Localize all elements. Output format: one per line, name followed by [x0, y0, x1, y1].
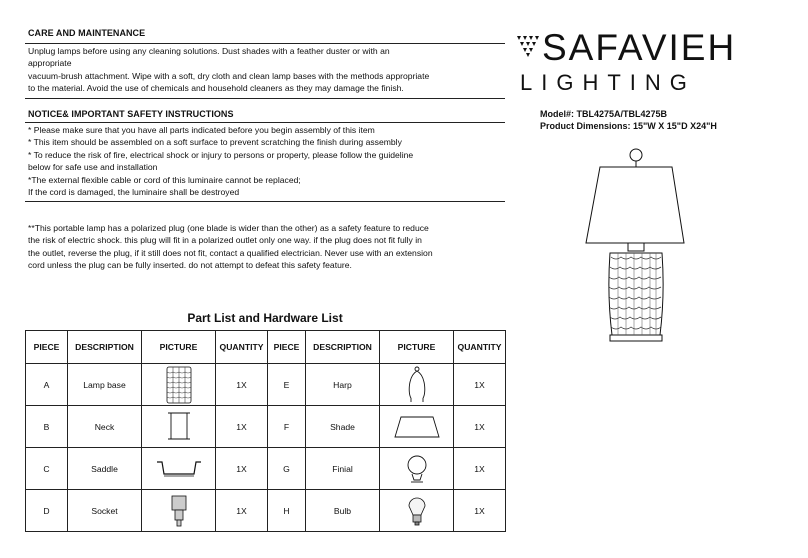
header-picture: PICTURE — [380, 331, 454, 364]
lamp-base-icon — [165, 366, 193, 404]
table-row — [26, 406, 506, 448]
parts-table — [25, 330, 506, 532]
description-cell: Bulb — [306, 490, 380, 532]
bulb-icon — [406, 495, 428, 527]
quantity-cell: 1X — [454, 364, 506, 406]
brand-logo-icon — [515, 34, 539, 58]
care-bottom-divider — [25, 98, 505, 99]
header-piece: PIECE — [26, 331, 68, 364]
shade-icon — [393, 414, 441, 440]
table-header-row — [26, 331, 506, 364]
piece-cell: A — [26, 364, 68, 406]
description-cell: Saddle — [68, 448, 142, 490]
piece-cell: F — [268, 406, 306, 448]
lamp-illustration — [580, 145, 690, 355]
table-row — [26, 364, 506, 406]
piece-cell: B — [26, 406, 68, 448]
picture-cell — [380, 490, 454, 532]
description-cell: Neck — [68, 406, 142, 448]
harp-icon — [405, 366, 429, 404]
quantity-cell: 1X — [454, 406, 506, 448]
plug-notice: **This portable lamp has a polarized plug (one blade is wider than the other) as a safety feature to reduce the risk of electric shock. this plug will fit in a polarized outlet only one way. if the plug does not fit fully in the outlet, reverse the plug, if it still does not fit, contact a qualified electrician. Never use with an extension cord unless the plug can be fully inserted. do not attempt to defeat this safety feature. — [28, 223, 433, 271]
picture-cell — [142, 364, 216, 406]
safety-divider — [25, 122, 505, 123]
brand-name: SAFAVIEH — [542, 27, 737, 68]
product-dimensions: Product Dimensions: 15"W X 15"D X24"H — [540, 121, 717, 131]
description-cell: Shade — [306, 406, 380, 448]
quantity-cell: 1X — [216, 448, 268, 490]
table-row — [26, 490, 506, 532]
picture-cell — [142, 490, 216, 532]
piece-cell: D — [26, 490, 68, 532]
picture-cell — [380, 364, 454, 406]
header-description: DESCRIPTION — [68, 331, 142, 364]
socket-icon — [168, 494, 190, 528]
header-description: DESCRIPTION — [306, 331, 380, 364]
quantity-cell: 1X — [454, 490, 506, 532]
parts-title: Part List and Hardware List — [187, 311, 343, 325]
header-picture: PICTURE — [142, 331, 216, 364]
picture-cell — [380, 406, 454, 448]
finial-icon — [405, 453, 429, 485]
piece-cell: H — [268, 490, 306, 532]
saddle-icon — [154, 456, 204, 482]
table-row — [26, 448, 506, 490]
piece-cell: C — [26, 448, 68, 490]
piece-cell: G — [268, 448, 306, 490]
quantity-cell: 1X — [216, 490, 268, 532]
description-cell: Socket — [68, 490, 142, 532]
safety-heading: NOTICE& IMPORTANT SAFETY INSTRUCTIONS — [28, 109, 234, 119]
description-cell: Finial — [306, 448, 380, 490]
quantity-cell: 1X — [216, 406, 268, 448]
safety-bottom-divider — [25, 201, 505, 202]
care-heading: CARE AND MAINTENANCE — [28, 28, 146, 38]
picture-cell — [380, 448, 454, 490]
quantity-cell: 1X — [216, 364, 268, 406]
header-piece: PIECE — [268, 331, 306, 364]
neck-icon — [164, 411, 194, 443]
care-body: Unplug lamps before using any cleaning solutions. Dust shades with a feather duster or with an appropriate vacuum-brush attachment. Wipe with a soft, dry cloth and clean lamp bases with the methods appropriate to the material. Avoid the use of chemicals and household cleaners as they may damage the finish. — [28, 46, 430, 94]
quantity-cell: 1X — [454, 448, 506, 490]
description-cell: Harp — [306, 364, 380, 406]
model-number: Model#: TBL4275A/TBL4275B — [540, 109, 668, 119]
safety-body: * Please make sure that you have all parts indicated before you begin assembly of this item * This item should be assembled on a soft surface to prevent scratching the finish during assembly * To reduce the risk of fire, electrical shock or injury to persons or property, please follow the guideline below for safe use and installation *The external flexible cable or cord of this luminaire cannot be replaced; If the cord is damaged, the luminaire shall be destroyed — [28, 125, 414, 198]
piece-cell: E — [268, 364, 306, 406]
picture-cell — [142, 406, 216, 448]
header-quantity: QUANTITY — [216, 331, 268, 364]
brand-subname: LIGHTING — [520, 70, 696, 95]
care-divider — [25, 43, 505, 44]
description-cell: Lamp base — [68, 364, 142, 406]
header-quantity: QUANTITY — [454, 331, 506, 364]
picture-cell — [142, 448, 216, 490]
